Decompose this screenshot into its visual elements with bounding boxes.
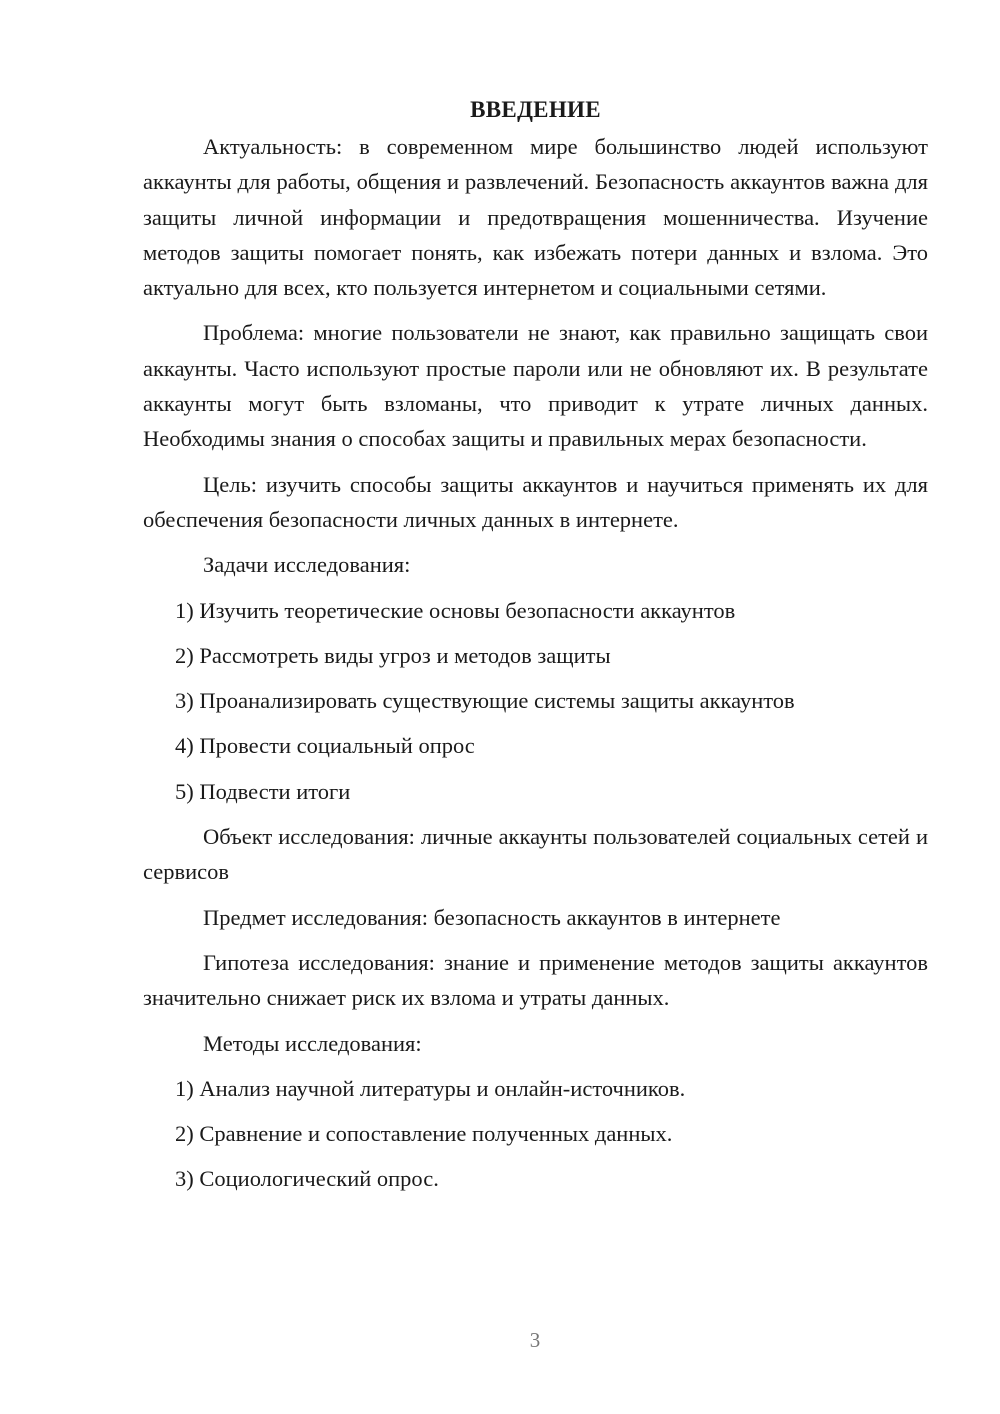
object-paragraph: Объект исследования: личные аккаунты пользователей социальных сетей и сервисов: [143, 824, 928, 885]
task-item: 1) Изучить теоретические основы безопасности аккаунтов: [175, 597, 736, 623]
method-item: 3) Социологический опрос.: [175, 1166, 439, 1192]
task-item: 2) Рассмотреть виды угроз и методов защиты: [175, 642, 611, 668]
hypothesis-paragraph: Гипотеза исследования: знание и применение методов защиты аккаунтов значительно снижает риск их взлома и утраты данных.: [143, 949, 928, 1011]
task-item: 5) Подвести итоги: [175, 778, 351, 804]
goal-paragraph: Цель: изучить способы защиты аккаунтов и научиться применять их для обеспечения безопасности личных данных в интернете.: [143, 471, 928, 532]
task-item: 4) Провести социальный опрос: [175, 733, 475, 759]
method-item: 2) Сравнение и сопоставление полученных данных.: [175, 1121, 673, 1147]
problem-paragraph: Проблема: многие пользователи не знают, как правильно защищать свои аккаунты. Часто используют простые пароли или не обновляют их. В результате аккаунты могут быть взломаны, что приводит к утрате личных данных. Необходимы знания о способах защиты и правильных мерах безопасности.: [143, 320, 928, 452]
method-item: 1) Анализ научной литературы и онлайн-источников.: [175, 1075, 686, 1101]
methods-heading: Методы исследования:: [203, 1030, 422, 1056]
page-title: ВВЕДЕНИЕ: [470, 97, 601, 122]
page-number: 3: [529, 1328, 541, 1352]
subject-paragraph: Предмет исследования: безопасность аккаунтов в интернете: [203, 904, 781, 930]
tasks-heading: Задачи исследования:: [203, 552, 411, 578]
task-item: 3) Проанализировать существующие системы защиты аккаунтов: [175, 688, 795, 714]
document-page: [143, 92, 928, 1207]
relevance-paragraph: Актуальность: в современном мире большинство людей используют аккаунты для работы, общения и развлечений. Безопасность аккаунтов важна для защиты личной информации и предотвращения мошенничества. Изучение методов защиты помогает понять, как избежать потери данных и взлома. Это актуально для всех, кто пользуется интернетом и социальными сетями.: [143, 134, 928, 301]
